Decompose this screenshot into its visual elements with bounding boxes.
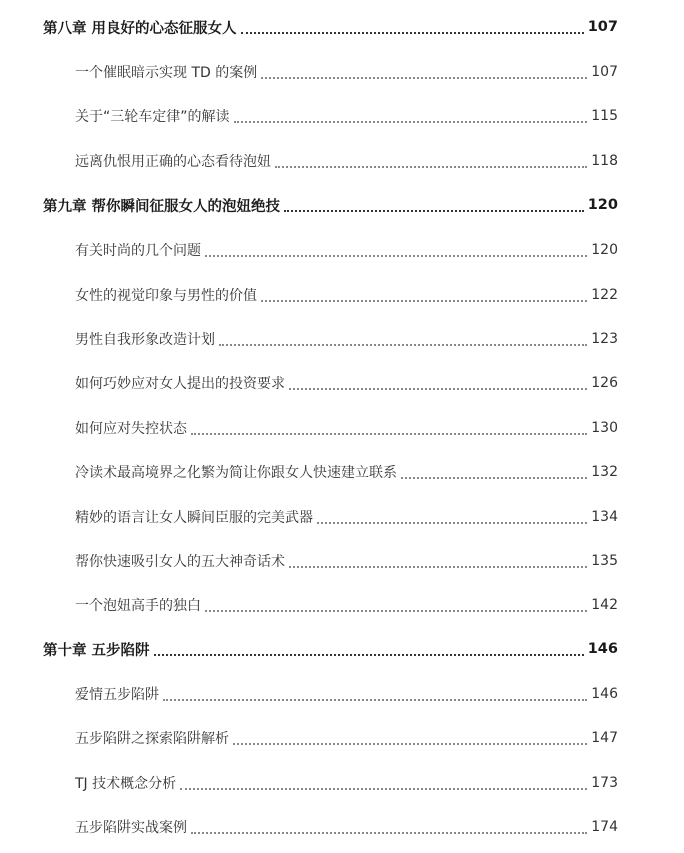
- toc-entry-page: 122: [591, 287, 618, 303]
- toc-entry-page: 174: [591, 819, 618, 835]
- toc-entry-section[interactable]: [0, 679, 684, 709]
- toc-entry-title: 一个催眠暗示实现 TD 的案例: [75, 65, 258, 81]
- toc-entry-section[interactable]: [0, 146, 684, 176]
- toc-entry-section[interactable]: [0, 368, 684, 398]
- dot-leader: [289, 566, 587, 568]
- toc-entry-section[interactable]: [0, 502, 684, 532]
- toc-entry-title: 男性自我形象改造计划: [75, 332, 215, 348]
- toc-entry-page: 130: [591, 420, 618, 436]
- toc-entry-section[interactable]: [0, 590, 684, 620]
- toc-entry-title: 有关时尚的几个问题: [75, 243, 201, 259]
- toc-entry-page: 126: [591, 375, 618, 391]
- toc-entry-section[interactable]: [0, 546, 684, 576]
- dot-leader: [317, 522, 587, 524]
- toc-entry-chapter-9[interactable]: [0, 190, 684, 220]
- toc-entry-page: 147: [591, 730, 618, 746]
- toc-entry-title: 五步陷阱之探索陷阱解析: [75, 731, 229, 747]
- toc-entry-section[interactable]: [0, 413, 684, 443]
- toc-entry-title: 精妙的语言让女人瞬间臣服的完美武器: [75, 510, 313, 526]
- toc-entry-section[interactable]: [0, 768, 684, 798]
- toc-entry-page: 107: [591, 64, 618, 80]
- dot-leader: [401, 477, 587, 479]
- toc-entry-page: 142: [591, 597, 618, 613]
- toc-entry-title: 五步陷阱实战案例: [75, 820, 187, 836]
- dot-leader: [261, 77, 587, 79]
- toc-entry-page: 134: [591, 509, 618, 525]
- toc-entry-section[interactable]: [0, 280, 684, 310]
- toc-entry-title: 第九章 帮你瞬间征服女人的泡妞绝技: [43, 198, 281, 215]
- toc-entry-section[interactable]: [0, 57, 684, 87]
- dot-leader: [233, 743, 587, 745]
- toc-entry-title: TJ 技术概念分析: [75, 776, 177, 792]
- toc-entry-page: 173: [591, 775, 618, 791]
- toc-entry-title: 关于“三轮车定律”的解读: [75, 109, 230, 125]
- toc-entry-title: 帮你快速吸引女人的五大神奇话术: [75, 554, 285, 570]
- toc-entry-title: 远离仇恨用正确的心态看待泡妞: [75, 154, 271, 170]
- dot-leader: [191, 433, 587, 435]
- toc-entry-chapter-10[interactable]: [0, 634, 684, 664]
- toc-entry-title: 女性的视觉印象与男性的价值: [75, 288, 257, 304]
- toc-entry-title: 如何应对失控状态: [75, 421, 187, 437]
- toc-entry-page: 107: [587, 19, 618, 35]
- dot-leader: [154, 654, 584, 656]
- toc-entry-page: 132: [591, 464, 618, 480]
- toc-entry-page: 135: [591, 553, 618, 569]
- toc-entry-title: 第十章 五步陷阱: [43, 642, 150, 659]
- toc-entry-page: 123: [591, 331, 618, 347]
- toc-entry-section[interactable]: [0, 812, 684, 842]
- toc-entry-page: 146: [587, 641, 618, 657]
- dot-leader: [205, 610, 587, 612]
- dot-leader: [180, 788, 587, 790]
- toc-entry-page: 120: [587, 197, 618, 213]
- dot-leader: [191, 832, 587, 834]
- toc-entry-section[interactable]: [0, 101, 684, 131]
- dot-leader: [205, 255, 587, 257]
- toc-entry-title: 冷读术最高境界之化繁为简让你跟女人快速建立联系: [75, 465, 397, 481]
- toc-entry-title: 第八章 用良好的心态征服女人: [43, 20, 237, 37]
- toc-entry-title: 爱情五步陷阱: [75, 687, 159, 703]
- dot-leader: [261, 300, 587, 302]
- toc-entry-page: 120: [591, 242, 618, 258]
- toc-entry-chapter-8[interactable]: [0, 12, 684, 42]
- dot-leader: [219, 344, 587, 346]
- dot-leader: [289, 388, 587, 390]
- dot-leader: [284, 210, 584, 212]
- dot-leader: [163, 699, 587, 701]
- toc-entry-page: 118: [591, 153, 618, 169]
- dot-leader: [234, 121, 588, 123]
- toc-entry-section[interactable]: [0, 723, 684, 753]
- toc-entry-section[interactable]: [0, 324, 684, 354]
- dot-leader: [241, 32, 584, 34]
- toc-entry-page: 115: [591, 108, 618, 124]
- toc-entry-title: 一个泡妞高手的独白: [75, 598, 201, 614]
- dot-leader: [275, 166, 587, 168]
- toc-entry-section[interactable]: [0, 457, 684, 487]
- toc-entry-title: 如何巧妙应对女人提出的投资要求: [75, 376, 285, 392]
- toc-entry-page: 146: [591, 686, 618, 702]
- toc-entry-section[interactable]: [0, 235, 684, 265]
